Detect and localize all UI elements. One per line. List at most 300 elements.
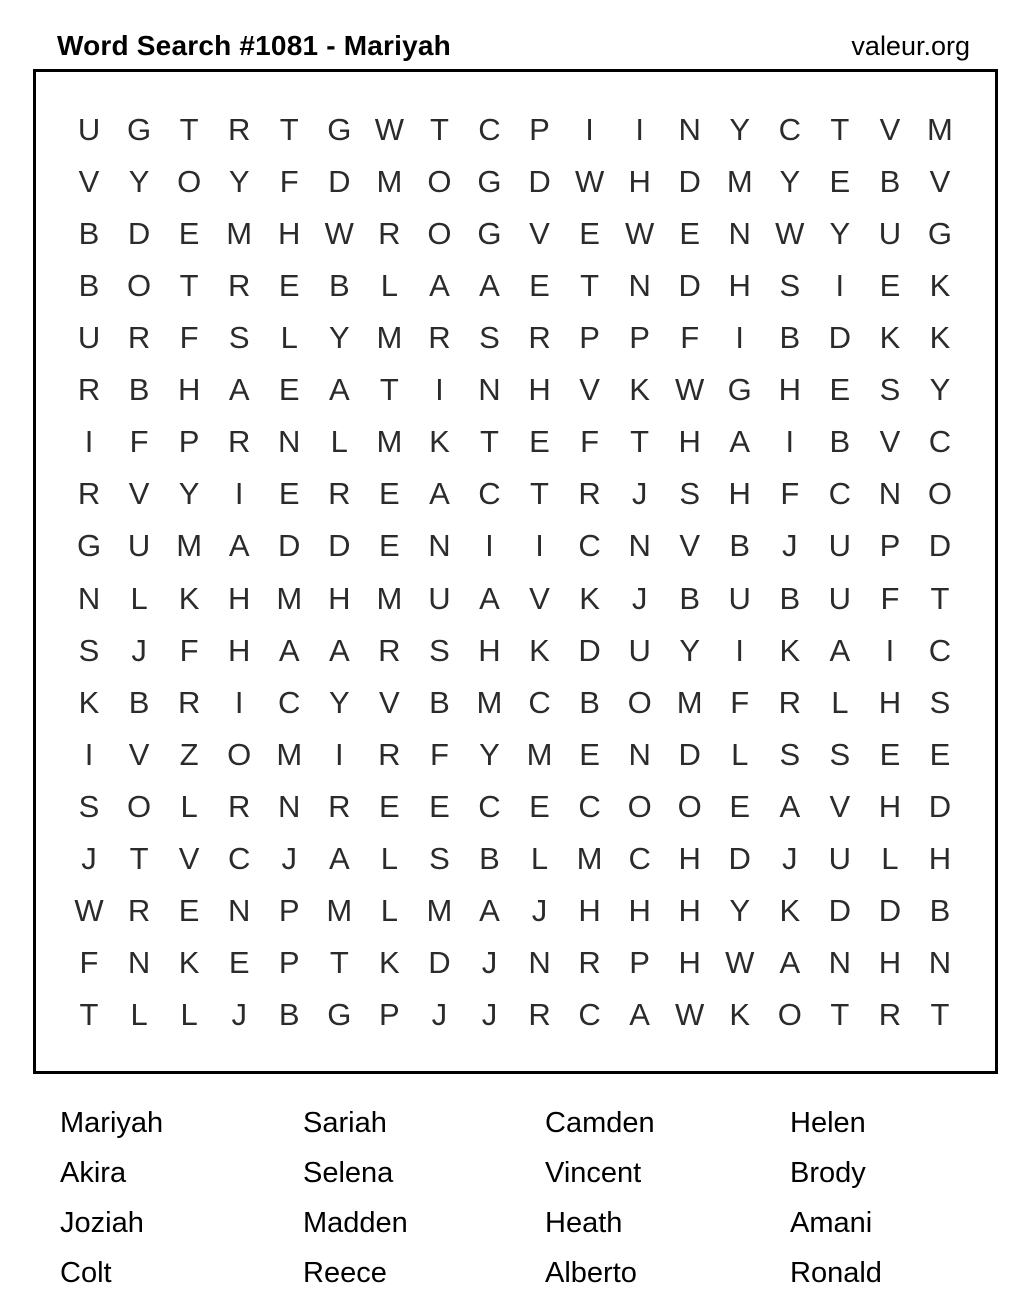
grid-letter: O bbox=[927, 476, 953, 512]
grid-letter: R bbox=[578, 945, 601, 981]
grid-letter: W bbox=[374, 111, 404, 147]
grid-letter: W bbox=[574, 163, 605, 199]
grid-letter: D bbox=[828, 893, 852, 929]
grid-letter: E bbox=[579, 736, 600, 772]
grid-letter: B bbox=[278, 997, 300, 1033]
grid-letter: T bbox=[379, 372, 399, 408]
grid-letter: U bbox=[878, 215, 902, 251]
grid-letter: U bbox=[728, 580, 751, 616]
grid-letter: V bbox=[879, 111, 901, 147]
grid-letter: D bbox=[428, 945, 451, 981]
grid-letter: E bbox=[178, 215, 200, 251]
word-list-item: Alberto bbox=[545, 1257, 637, 1289]
grid-letter: N bbox=[628, 267, 651, 303]
grid-letter: U bbox=[828, 580, 852, 616]
grid-letter: P bbox=[278, 945, 300, 981]
grid-letter: Y bbox=[829, 215, 851, 251]
grid-letter: S bbox=[78, 788, 100, 824]
grid-letter: I bbox=[585, 111, 594, 147]
grid-letter: M bbox=[476, 684, 503, 720]
grid-letter: O bbox=[627, 684, 652, 720]
grid-letter: M bbox=[927, 111, 953, 147]
grid-letter: P bbox=[529, 111, 550, 147]
grid-letter: M bbox=[226, 215, 253, 251]
word-list-item: Joziah bbox=[60, 1207, 144, 1239]
grid-letter: M bbox=[326, 893, 353, 929]
grid-letter: F bbox=[79, 945, 99, 981]
grid-letter: C bbox=[578, 528, 601, 564]
grid-letter: A bbox=[779, 788, 801, 824]
word-list-item: Madden bbox=[303, 1207, 408, 1239]
grid-letter: F bbox=[179, 632, 199, 668]
grid-letter: D bbox=[828, 319, 852, 355]
grid-letter: U bbox=[77, 319, 101, 355]
grid-letter: Y bbox=[729, 111, 751, 147]
grid-letter: R bbox=[578, 476, 601, 512]
grid-letter: J bbox=[131, 632, 147, 668]
grid-letter: V bbox=[78, 163, 100, 199]
grid-letter: A bbox=[729, 424, 751, 460]
grid-letter: L bbox=[330, 424, 348, 460]
grid-letter: S bbox=[879, 372, 901, 408]
grid-letter: K bbox=[929, 319, 951, 355]
word-list-item: Camden bbox=[545, 1107, 655, 1139]
grid-letter: V bbox=[579, 372, 600, 408]
grid-letter: T bbox=[179, 111, 199, 147]
grid-letter: C bbox=[478, 476, 501, 512]
grid-letter: S bbox=[228, 319, 250, 355]
grid-letter: I bbox=[635, 111, 644, 147]
grid-letter: P bbox=[579, 319, 600, 355]
grid-letter: D bbox=[678, 267, 701, 303]
grid-letter: S bbox=[479, 319, 500, 355]
grid-letter: E bbox=[429, 788, 450, 824]
grid-letter: C bbox=[478, 111, 501, 147]
grid-letter: K bbox=[879, 319, 901, 355]
grid-letter: N bbox=[428, 528, 451, 564]
grid-letter: R bbox=[227, 788, 251, 824]
grid-letter: S bbox=[78, 632, 100, 668]
grid-letter: H bbox=[628, 893, 651, 929]
grid-letter: D bbox=[578, 632, 601, 668]
grid-letter: T bbox=[179, 267, 199, 303]
grid-letter: Y bbox=[178, 476, 200, 512]
grid-letter: M bbox=[276, 736, 303, 772]
grid-letter: M bbox=[726, 163, 753, 199]
grid-letter: V bbox=[529, 215, 550, 251]
word-list-item: Selena bbox=[303, 1157, 394, 1189]
grid-letter: L bbox=[180, 997, 198, 1033]
grid-letter: I bbox=[885, 632, 895, 668]
grid-letter: H bbox=[878, 684, 902, 720]
word-list-item: Amani bbox=[790, 1207, 873, 1239]
grid-letter: G bbox=[927, 215, 953, 251]
grid-letter: F bbox=[680, 319, 700, 355]
grid-letter: U bbox=[428, 580, 451, 616]
grid-letter: S bbox=[679, 476, 701, 512]
site-name: valeur.org bbox=[851, 31, 970, 61]
grid-letter: T bbox=[830, 111, 850, 147]
grid-letter: N bbox=[628, 528, 651, 564]
grid-letter: V bbox=[929, 163, 951, 199]
grid-letter: E bbox=[379, 476, 400, 512]
grid-letter: D bbox=[878, 893, 902, 929]
grid-letter: Y bbox=[729, 893, 751, 929]
grid-letter: F bbox=[129, 424, 149, 460]
grid-letter: I bbox=[535, 528, 544, 564]
grid-letter: H bbox=[678, 841, 701, 877]
grid-letter: R bbox=[378, 736, 401, 772]
grid-letter: T bbox=[930, 580, 950, 616]
grid-letter: I bbox=[485, 528, 494, 564]
grid-letter: R bbox=[77, 372, 101, 408]
word-list-item: Helen bbox=[790, 1107, 866, 1139]
grid-letter: T bbox=[79, 997, 99, 1033]
grid-letter: I bbox=[735, 632, 745, 668]
grid-letter: E bbox=[829, 372, 851, 408]
grid-letter: K bbox=[178, 945, 200, 981]
grid-letter: K bbox=[579, 580, 600, 616]
grid-letter: F bbox=[179, 319, 199, 355]
grid-letter: T bbox=[530, 476, 549, 512]
grid-letter: Z bbox=[179, 736, 199, 772]
grid-letter: J bbox=[531, 893, 548, 929]
grid-letter: R bbox=[127, 319, 151, 355]
grid-letter: V bbox=[379, 684, 400, 720]
grid-letter: G bbox=[477, 215, 502, 251]
grid-letter: K bbox=[529, 632, 550, 668]
grid-letter: W bbox=[625, 215, 655, 251]
grid-letter: A bbox=[479, 267, 500, 303]
grid-letter: E bbox=[729, 788, 751, 824]
grid-letter: U bbox=[127, 528, 151, 564]
grid-letter: S bbox=[429, 632, 450, 668]
grid-letter: I bbox=[785, 424, 795, 460]
grid-letter: H bbox=[177, 372, 201, 408]
grid-letter: J bbox=[782, 841, 798, 877]
grid-letter: R bbox=[378, 632, 401, 668]
puzzle-letter-grid bbox=[64, 103, 965, 1041]
grid-letter: V bbox=[178, 841, 200, 877]
grid-letter: D bbox=[678, 736, 701, 772]
grid-letter: L bbox=[180, 788, 198, 824]
grid-letter: H bbox=[528, 372, 551, 408]
grid-letter: E bbox=[879, 736, 901, 772]
grid-letter: G bbox=[727, 372, 752, 408]
grid-letter: O bbox=[127, 788, 152, 824]
grid-letter: B bbox=[128, 372, 150, 408]
grid-letter: J bbox=[431, 997, 448, 1033]
grid-letter: D bbox=[328, 163, 351, 199]
grid-letter: M bbox=[376, 319, 403, 355]
grid-letter: H bbox=[728, 476, 751, 512]
grid-letter: N bbox=[678, 111, 701, 147]
grid-letter: L bbox=[380, 267, 398, 303]
word-list bbox=[60, 1103, 990, 1303]
grid-letter: K bbox=[629, 372, 650, 408]
grid-letter: J bbox=[81, 841, 97, 877]
grid-letter: C bbox=[578, 788, 601, 824]
grid-letter: B bbox=[879, 163, 901, 199]
grid-letter: E bbox=[379, 788, 400, 824]
grid-letter: C bbox=[278, 684, 301, 720]
grid-letter: E bbox=[278, 476, 300, 512]
grid-letter: F bbox=[730, 684, 750, 720]
grid-letter: Y bbox=[228, 163, 250, 199]
page-title: Word Search #1081 - Mariyah bbox=[57, 30, 451, 61]
word-list-item: Brody bbox=[790, 1157, 866, 1189]
grid-letter: J bbox=[231, 997, 247, 1033]
grid-letter: V bbox=[829, 788, 851, 824]
grid-letter: G bbox=[327, 997, 352, 1033]
grid-letter: S bbox=[929, 684, 951, 720]
grid-letter: V bbox=[879, 424, 901, 460]
grid-letter: R bbox=[177, 684, 201, 720]
grid-letter: I bbox=[334, 736, 344, 772]
word-list-item: Colt bbox=[60, 1257, 112, 1289]
grid-letter: B bbox=[729, 528, 751, 564]
grid-letter: M bbox=[376, 424, 403, 460]
word-list-item: Heath bbox=[545, 1207, 623, 1239]
grid-letter: A bbox=[429, 476, 450, 512]
grid-letter: W bbox=[775, 215, 805, 251]
grid-letter: H bbox=[227, 632, 251, 668]
grid-letter: P bbox=[879, 528, 901, 564]
grid-letter: R bbox=[378, 215, 401, 251]
grid-letter: H bbox=[928, 841, 952, 877]
grid-letter: R bbox=[328, 476, 351, 512]
grid-letter: K bbox=[78, 684, 100, 720]
grid-letter: K bbox=[779, 893, 801, 929]
grid-letter: L bbox=[831, 684, 849, 720]
grid-letter: H bbox=[578, 893, 601, 929]
grid-letter: W bbox=[74, 893, 104, 929]
grid-letter: J bbox=[782, 528, 798, 564]
grid-letter: R bbox=[227, 267, 251, 303]
grid-letter: F bbox=[780, 476, 800, 512]
grid-letter: R bbox=[878, 997, 902, 1033]
grid-letter: D bbox=[528, 163, 551, 199]
grid-letter: E bbox=[829, 163, 851, 199]
grid-letter: K bbox=[178, 580, 200, 616]
grid-letter: D bbox=[728, 841, 751, 877]
grid-letter: E bbox=[529, 788, 550, 824]
grid-letter: M bbox=[526, 736, 553, 772]
grid-letter: I bbox=[435, 372, 444, 408]
grid-letter: Y bbox=[929, 372, 951, 408]
grid-letter: T bbox=[930, 997, 950, 1033]
grid-letter: A bbox=[328, 841, 350, 877]
grid-letter: O bbox=[677, 788, 702, 824]
grid-letter: D bbox=[678, 163, 701, 199]
grid-letter: B bbox=[779, 319, 801, 355]
grid-letter: F bbox=[580, 424, 600, 460]
grid-letter: J bbox=[481, 997, 498, 1033]
grid-letter: W bbox=[324, 215, 354, 251]
grid-letter: N bbox=[127, 945, 151, 981]
grid-letter: J bbox=[631, 580, 648, 616]
grid-letter: E bbox=[929, 736, 951, 772]
grid-letter: T bbox=[129, 841, 149, 877]
grid-letter: A bbox=[328, 632, 350, 668]
grid-letter: G bbox=[76, 528, 102, 564]
grid-letter: C bbox=[828, 476, 852, 512]
grid-letter: L bbox=[380, 841, 398, 877]
grid-letter: A bbox=[479, 580, 500, 616]
grid-letter: M bbox=[426, 893, 453, 929]
grid-letter: T bbox=[329, 945, 349, 981]
grid-letter: H bbox=[778, 372, 801, 408]
grid-letter: P bbox=[629, 319, 650, 355]
grid-letter: G bbox=[477, 163, 502, 199]
grid-letter: B bbox=[429, 684, 450, 720]
grid-letter: A bbox=[829, 632, 851, 668]
grid-letter: V bbox=[679, 528, 701, 564]
grid-letter: A bbox=[228, 528, 250, 564]
grid-letter: L bbox=[530, 841, 549, 877]
grid-letter: O bbox=[427, 163, 452, 199]
grid-letter: B bbox=[929, 893, 951, 929]
grid-letter: P bbox=[379, 997, 400, 1033]
grid-letter: A bbox=[479, 893, 500, 929]
grid-letter: I bbox=[735, 319, 745, 355]
grid-letter: G bbox=[127, 111, 152, 147]
grid-letter: N bbox=[828, 945, 852, 981]
grid-letter: O bbox=[177, 163, 202, 199]
grid-letter: C bbox=[778, 111, 801, 147]
grid-letter: T bbox=[830, 997, 850, 1033]
grid-letter: N bbox=[628, 736, 651, 772]
grid-letter: C bbox=[578, 997, 601, 1033]
grid-letter: P bbox=[178, 424, 200, 460]
grid-letter: M bbox=[376, 163, 403, 199]
grid-letter: L bbox=[731, 736, 749, 772]
grid-letter: J bbox=[631, 476, 648, 512]
grid-letter: T bbox=[429, 111, 449, 147]
grid-letter: Y bbox=[328, 319, 350, 355]
grid-letter: Y bbox=[128, 163, 150, 199]
grid-letter: N bbox=[878, 476, 902, 512]
grid-letter: D bbox=[127, 215, 151, 251]
grid-letter: W bbox=[675, 997, 705, 1033]
grid-letter: A bbox=[629, 997, 650, 1033]
grid-letter: E bbox=[679, 215, 701, 251]
grid-letter: R bbox=[778, 684, 801, 720]
grid-letter: I bbox=[84, 736, 94, 772]
grid-letter: B bbox=[579, 684, 600, 720]
grid-letter: U bbox=[77, 111, 101, 147]
grid-letter: K bbox=[729, 997, 751, 1033]
grid-letter: N bbox=[227, 893, 251, 929]
grid-letter: H bbox=[278, 215, 301, 251]
grid-letter: H bbox=[678, 424, 701, 460]
grid-letter: L bbox=[280, 319, 298, 355]
grid-letter: E bbox=[178, 893, 200, 929]
word-list-item: Mariyah bbox=[60, 1107, 164, 1139]
grid-letter: M bbox=[376, 580, 403, 616]
grid-letter: C bbox=[528, 684, 551, 720]
grid-letter: A bbox=[429, 267, 450, 303]
page-header bbox=[57, 30, 970, 62]
grid-letter: T bbox=[279, 111, 299, 147]
grid-letter: E bbox=[529, 424, 550, 460]
grid-letter: O bbox=[627, 788, 652, 824]
grid-letter: N bbox=[478, 372, 501, 408]
grid-letter: W bbox=[675, 372, 705, 408]
grid-letter: E bbox=[579, 215, 600, 251]
grid-letter: S bbox=[429, 841, 450, 877]
grid-letter: W bbox=[725, 945, 755, 981]
grid-letter: E bbox=[228, 945, 250, 981]
grid-letter: K bbox=[779, 632, 801, 668]
grid-letter: B bbox=[78, 215, 100, 251]
grid-letter: A bbox=[228, 372, 250, 408]
word-list-item: Vincent bbox=[545, 1157, 642, 1189]
grid-letter: L bbox=[130, 997, 148, 1033]
grid-letter: L bbox=[380, 893, 398, 929]
grid-letter: V bbox=[128, 476, 150, 512]
grid-letter: T bbox=[580, 267, 600, 303]
grid-letter: H bbox=[728, 267, 751, 303]
grid-letter: I bbox=[84, 424, 94, 460]
grid-letter: I bbox=[234, 684, 244, 720]
grid-letter: O bbox=[127, 267, 152, 303]
grid-letter: F bbox=[429, 736, 449, 772]
grid-letter: K bbox=[929, 267, 951, 303]
grid-letter: A bbox=[328, 372, 350, 408]
grid-letter: J bbox=[281, 841, 297, 877]
grid-letter: R bbox=[528, 997, 551, 1033]
grid-letter: F bbox=[880, 580, 900, 616]
grid-letter: H bbox=[878, 788, 902, 824]
grid-letter: I bbox=[234, 476, 244, 512]
grid-letter: Y bbox=[679, 632, 701, 668]
grid-letter: Y bbox=[328, 684, 350, 720]
grid-letter: B bbox=[829, 424, 851, 460]
grid-letter: R bbox=[227, 111, 251, 147]
grid-letter: I bbox=[835, 267, 845, 303]
grid-letter: H bbox=[678, 893, 701, 929]
grid-letter: N bbox=[928, 945, 952, 981]
grid-letter: M bbox=[276, 580, 303, 616]
grid-letter: T bbox=[630, 424, 650, 460]
grid-letter: F bbox=[279, 163, 299, 199]
grid-letter: V bbox=[529, 580, 550, 616]
grid-letter: R bbox=[127, 893, 151, 929]
grid-letter: P bbox=[278, 893, 300, 929]
word-list-item: Sariah bbox=[303, 1107, 387, 1139]
grid-letter: M bbox=[676, 684, 703, 720]
grid-letter: D bbox=[278, 528, 301, 564]
grid-letter: N bbox=[278, 788, 301, 824]
grid-letter: N bbox=[278, 424, 301, 460]
grid-letter: C bbox=[928, 424, 952, 460]
grid-letter: J bbox=[481, 945, 498, 981]
grid-letter: V bbox=[128, 736, 150, 772]
grid-letter: K bbox=[429, 424, 450, 460]
grid-letter: S bbox=[779, 736, 801, 772]
grid-letter: S bbox=[829, 736, 851, 772]
grid-letter: K bbox=[379, 945, 400, 981]
grid-letter: B bbox=[679, 580, 701, 616]
grid-letter: B bbox=[128, 684, 150, 720]
grid-letter: B bbox=[779, 580, 801, 616]
grid-letter: R bbox=[528, 319, 551, 355]
grid-letter: Y bbox=[779, 163, 801, 199]
grid-letter: G bbox=[327, 111, 352, 147]
grid-letter: O bbox=[777, 997, 802, 1033]
grid-letter: Y bbox=[479, 736, 500, 772]
